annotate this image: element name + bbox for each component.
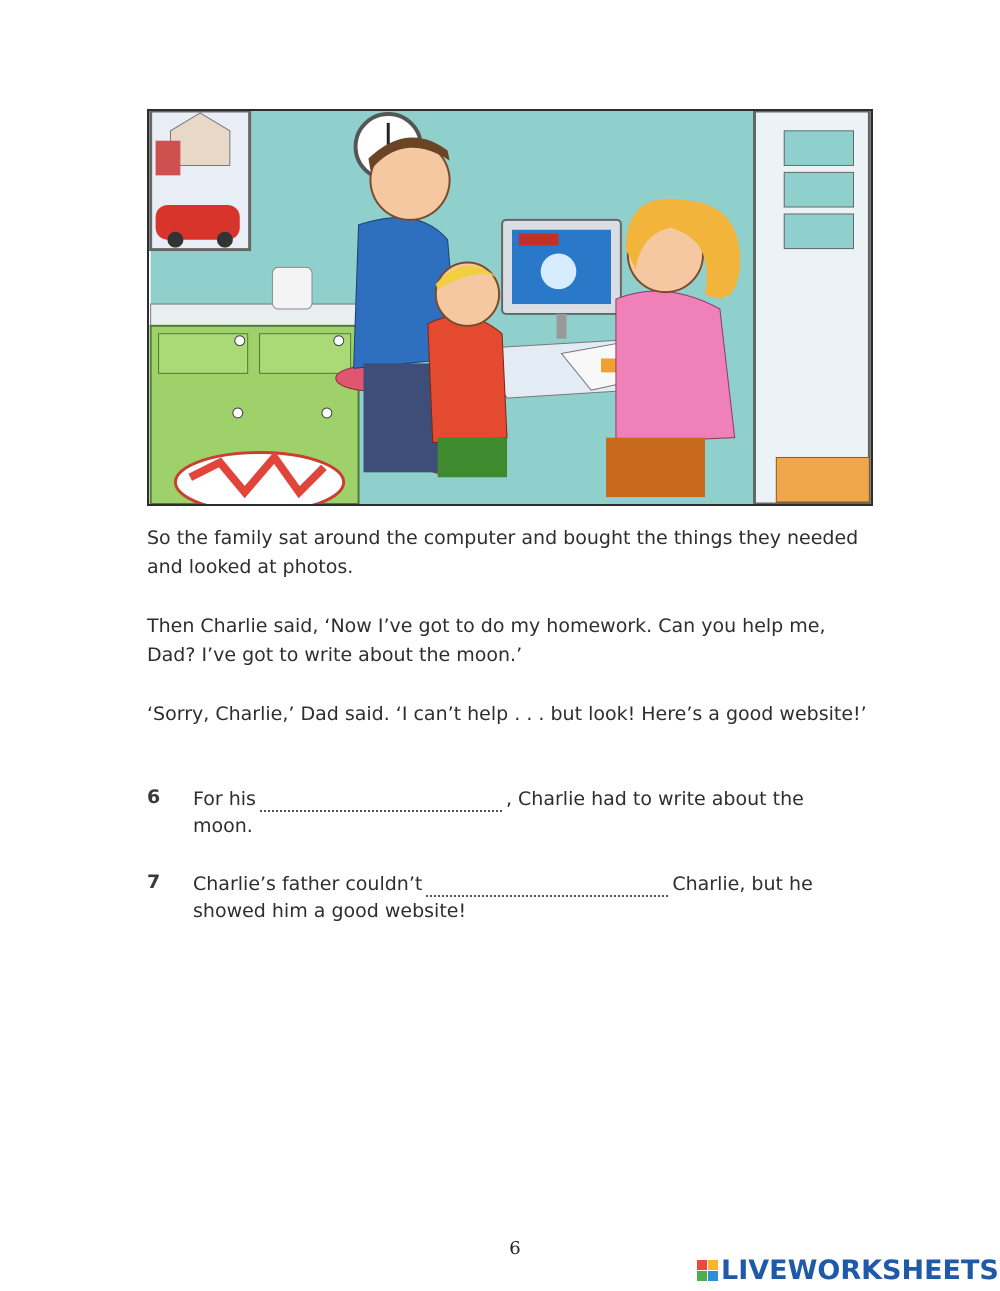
question-7-after: Charlie, but he showed him a good website! [193, 873, 813, 922]
story-paragraph-2: Then Charlie said, ‘Now I’ve got to do my homework. Can you help me, Dad? I’ve got to write about the moon.’ [147, 615, 826, 666]
liveworksheets-logo-icon [697, 1260, 718, 1281]
question-number-7: 7 [147, 871, 161, 893]
question-7-before: Charlie’s father couldn’t [193, 873, 423, 895]
liveworksheets-logo[interactable] [697, 1255, 999, 1285]
liveworksheets-logo-text: LIVEWORKSHEETS [721, 1254, 999, 1286]
story-paragraph-3: ‘Sorry, Charlie,’ Dad said. ‘I can’t help . . . but look! Here’s a good website!’ [147, 703, 867, 725]
question-number-6: 6 [147, 786, 161, 808]
question-6 [193, 786, 833, 840]
story-paragraph-1: So the family sat around the computer and bought the things they needed and looked at photos. [147, 527, 859, 578]
question-6-after: , Charlie had to write about the moon. [193, 788, 804, 837]
answer-blank-6[interactable] [260, 792, 502, 812]
answer-blank-7[interactable] [426, 877, 668, 897]
page-number: 6 [509, 1238, 521, 1259]
story-illustration [147, 109, 873, 506]
question-6-before: For his [193, 788, 256, 810]
question-7 [193, 871, 833, 925]
